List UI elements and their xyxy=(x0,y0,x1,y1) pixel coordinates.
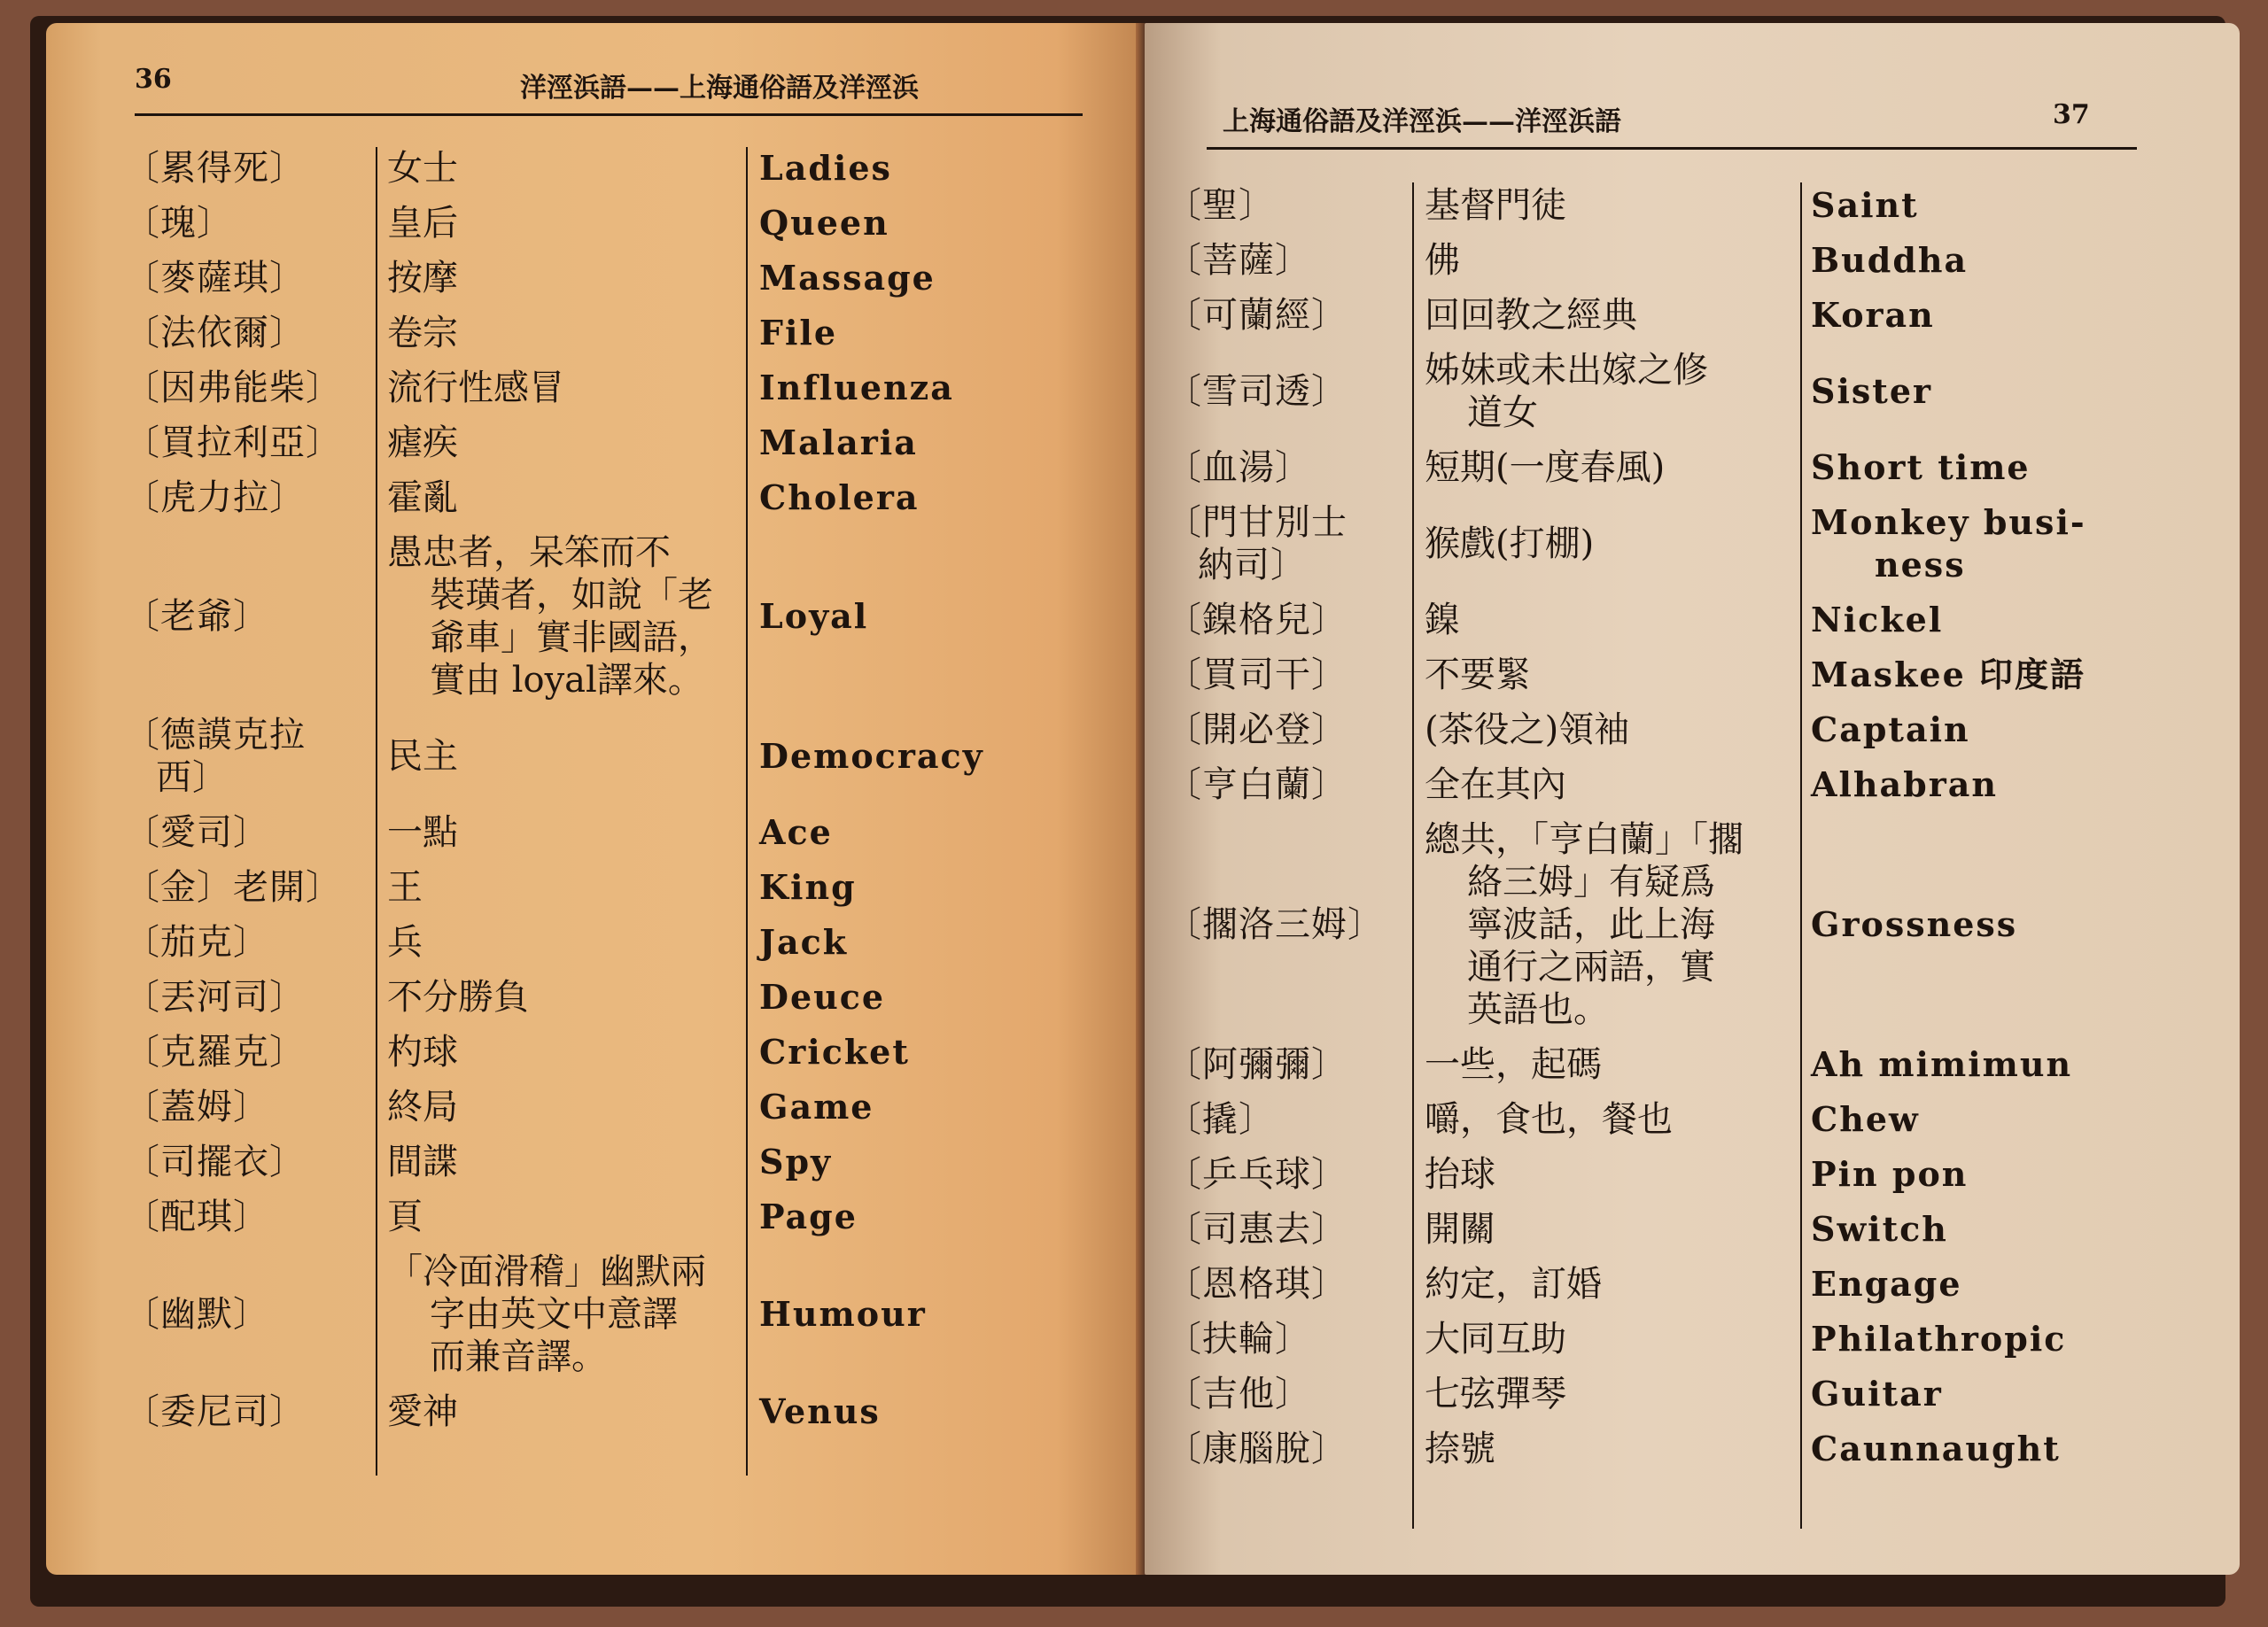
entry-english-line: Loyal xyxy=(759,596,869,636)
dictionary-entry xyxy=(46,1086,1109,1128)
entry-english-line: Humour xyxy=(759,1294,927,1334)
entry-meaning-line: (茶役之)領袖 xyxy=(1425,709,1630,750)
entry-meaning xyxy=(387,866,423,909)
entry-term-line: 〔血湯〕 xyxy=(1166,447,1311,488)
entry-term xyxy=(124,714,306,799)
entry-meaning-line: 全在其內 xyxy=(1425,764,1566,805)
entry-meaning-line: 終局 xyxy=(387,1087,458,1127)
entry-meaning xyxy=(1425,1428,1495,1470)
entry-term-line: 〔累得死〕 xyxy=(124,148,306,189)
entry-meaning xyxy=(387,735,458,778)
entry-term-line: 〔蓋姆〕 xyxy=(124,1087,269,1127)
dictionary-entry xyxy=(46,202,1109,244)
entry-english-line: Spy xyxy=(759,1142,833,1182)
entry-meaning xyxy=(387,257,458,299)
entry-meaning xyxy=(1425,239,1460,282)
dictionary-entry xyxy=(46,476,1109,519)
entry-term xyxy=(1166,370,1348,413)
entry-meaning-line: 流行性感冒 xyxy=(387,368,564,408)
entry-term xyxy=(1166,1043,1348,1086)
entry-term-line: 〔茄克〕 xyxy=(124,922,269,963)
entry-meaning xyxy=(1425,1043,1602,1086)
dictionary-entry xyxy=(1145,1098,2208,1141)
dictionary-entry xyxy=(1145,1263,2208,1305)
entry-meaning xyxy=(1425,1153,1495,1196)
entry-meaning-line: 七弦彈琴 xyxy=(1425,1374,1566,1414)
entry-meaning xyxy=(387,1251,706,1378)
entry-meaning-line: 愛神 xyxy=(387,1391,458,1432)
entry-term-line: 〔麥薩琪〕 xyxy=(124,258,306,298)
entry-term xyxy=(124,257,306,299)
dictionary-entry xyxy=(46,921,1109,964)
entry-english xyxy=(759,202,889,244)
entry-meaning-line: 寧波話，此上海 xyxy=(1467,904,1715,945)
entry-english xyxy=(1811,1208,1948,1251)
entry-meaning-line: 道女 xyxy=(1467,392,1538,433)
entry-meaning-line: 基督門徒 xyxy=(1425,185,1566,226)
entry-meaning-line: 短期(一度春風) xyxy=(1425,447,1666,488)
entry-english xyxy=(1811,1428,2061,1470)
entry-term xyxy=(1166,294,1348,337)
entry-meaning-line: 開關 xyxy=(1425,1209,1495,1250)
entry-term-line: 〔買拉利亞〕 xyxy=(124,422,342,463)
entry-english xyxy=(1811,1043,2072,1086)
entry-meaning xyxy=(387,312,458,354)
entry-english-line: Game xyxy=(759,1087,874,1127)
entry-meaning xyxy=(387,531,713,701)
dictionary-entry xyxy=(46,367,1109,409)
entry-meaning-line: 民主 xyxy=(387,736,458,777)
entry-term-line: 〔丟河司〕 xyxy=(124,977,306,1018)
entry-english-line: Captain xyxy=(1811,709,1970,749)
entry-term xyxy=(1166,1263,1348,1305)
dictionary-entry xyxy=(46,866,1109,909)
entry-english xyxy=(759,1086,874,1128)
entry-english xyxy=(759,476,919,519)
entry-english xyxy=(1811,446,2031,489)
entry-meaning-line: 通行之兩語，實 xyxy=(1467,947,1715,988)
entry-meaning xyxy=(1425,763,1566,806)
entry-term-line: 〔老爺〕 xyxy=(124,596,269,637)
entry-term-line: 〔愛司〕 xyxy=(124,812,269,853)
entry-meaning xyxy=(387,1196,423,1238)
entry-meaning-line: 佛 xyxy=(1425,240,1460,281)
entry-term-line: 納司〕 xyxy=(1198,545,1307,585)
dictionary-entry xyxy=(1145,1043,2208,1086)
entry-meaning xyxy=(387,147,458,190)
entry-meaning xyxy=(387,1086,458,1128)
entry-meaning xyxy=(1425,709,1629,751)
entry-english xyxy=(759,367,954,409)
dictionary-entry xyxy=(46,811,1109,854)
entry-english-line: Sister xyxy=(1811,371,1933,411)
entry-term-line: 〔德謨克拉 xyxy=(124,715,306,755)
entry-meaning xyxy=(387,976,529,1019)
entry-term-line: 〔幽默〕 xyxy=(124,1294,269,1335)
entry-meaning-line: 回回教之經典 xyxy=(1425,295,1637,336)
header-rule-right xyxy=(1207,147,2137,150)
entry-meaning xyxy=(1425,654,1531,696)
entry-english-line: Koran xyxy=(1811,295,1935,335)
entry-meaning-line: 一些，起碼 xyxy=(1425,1044,1602,1085)
entry-term xyxy=(124,1086,269,1128)
entry-term xyxy=(1166,446,1311,489)
entry-english-line: Switch xyxy=(1811,1209,1948,1249)
entry-english xyxy=(1811,501,2086,586)
entry-meaning-line: 卷宗 xyxy=(387,313,458,353)
entry-meaning-line: 兵 xyxy=(387,922,423,963)
entry-meaning xyxy=(1425,1318,1566,1360)
dictionary-entry xyxy=(1145,349,2208,434)
entry-meaning-line: 按摩 xyxy=(387,258,458,298)
entry-english xyxy=(759,921,848,964)
entry-english xyxy=(759,811,833,854)
entry-term xyxy=(1166,1098,1275,1141)
entry-meaning-line: 皇后 xyxy=(387,203,458,244)
entry-meaning-line: 一點 xyxy=(387,812,458,853)
entry-english-line: Cricket xyxy=(759,1032,910,1072)
entry-meaning-line: 裝璜者，如說「老 xyxy=(430,575,713,616)
dictionary-entry xyxy=(46,422,1109,464)
dictionary-entry xyxy=(1145,818,2208,1031)
entry-english-line: Democracy xyxy=(759,736,984,776)
entry-term-line: 〔開必登〕 xyxy=(1166,709,1348,750)
entry-english-line: Chew xyxy=(1811,1099,1920,1139)
entry-english xyxy=(759,147,892,190)
entry-english-line: File xyxy=(759,313,838,353)
entry-meaning-line: 女士 xyxy=(387,148,458,189)
dictionary-entry xyxy=(1145,1208,2208,1251)
entry-meaning xyxy=(1425,818,1744,1031)
entry-term xyxy=(124,312,306,354)
entry-english-line: Pin pon xyxy=(1811,1154,1969,1194)
entry-english xyxy=(759,1196,858,1238)
entry-term xyxy=(124,1141,306,1183)
entry-english xyxy=(759,1141,832,1183)
entry-meaning xyxy=(1425,523,1594,565)
entry-english-line: Cholera xyxy=(759,477,920,517)
entry-term xyxy=(124,1293,269,1336)
entry-english xyxy=(759,422,918,464)
entry-meaning-line: 爺車」實非國語， xyxy=(430,617,713,658)
entry-term-line: 〔聖〕 xyxy=(1166,185,1275,226)
dictionary-entry xyxy=(1145,501,2208,586)
entry-english xyxy=(759,595,868,638)
entry-term-line: 〔因弗能柴〕 xyxy=(124,368,342,408)
entry-term-line: 〔雪司透〕 xyxy=(1166,371,1348,412)
entry-meaning xyxy=(1425,446,1665,489)
entry-english-line: Saint xyxy=(1811,185,1919,225)
entry-meaning-line: 猴戲(打棚) xyxy=(1425,523,1595,564)
entry-term-line: 〔委尼司〕 xyxy=(124,1391,306,1432)
entry-english-line: Philathropic xyxy=(1811,1319,2067,1359)
entry-english-line: Alhabran xyxy=(1811,764,1999,804)
entry-meaning xyxy=(1425,1373,1566,1415)
entry-english-line: Maskee 印度語 xyxy=(1811,655,2085,694)
entry-term-line: 〔吉他〕 xyxy=(1166,1374,1311,1414)
entry-term xyxy=(124,595,269,638)
entry-meaning-line: 頁 xyxy=(387,1197,423,1237)
entry-english-line: Queen xyxy=(759,203,889,243)
entry-meaning xyxy=(387,1031,458,1073)
entry-term-line: 〔克羅克〕 xyxy=(124,1032,306,1073)
entry-meaning xyxy=(387,476,458,519)
entry-term xyxy=(124,1196,269,1238)
entry-english-line: Grossness xyxy=(1811,904,2018,944)
entry-english xyxy=(1811,654,2085,696)
dictionary-entry xyxy=(46,312,1109,354)
header-rule-left xyxy=(135,113,1083,116)
dictionary-entry xyxy=(1145,654,2208,696)
entry-english-line: Short time xyxy=(1811,447,2031,487)
entry-english-line: Engage xyxy=(1811,1264,1962,1304)
entry-english xyxy=(1811,1263,1962,1305)
entry-term-line: 〔買司干〕 xyxy=(1166,655,1348,695)
entry-term xyxy=(1166,1428,1348,1470)
entry-meaning-line: 間諜 xyxy=(387,1142,458,1182)
entry-term-line: 〔菩薩〕 xyxy=(1166,240,1311,281)
entry-term-line: 〔阿彌彌〕 xyxy=(1166,1044,1348,1085)
entry-meaning xyxy=(1425,599,1460,641)
entry-term-line: 〔康腦脫〕 xyxy=(1166,1429,1348,1469)
entry-term xyxy=(1166,501,1348,586)
dictionary-entry xyxy=(1145,239,2208,282)
page-number-right: 37 xyxy=(2053,99,2090,130)
entry-meaning xyxy=(387,1141,458,1183)
entry-english-line: Deuce xyxy=(759,977,886,1017)
entry-english xyxy=(1811,184,1919,227)
entry-english-line: Nickel xyxy=(1811,600,1944,639)
entry-meaning xyxy=(1425,1263,1602,1305)
entry-term-line: 〔配琪〕 xyxy=(124,1197,269,1237)
entry-english xyxy=(759,257,936,299)
entry-term xyxy=(1166,763,1348,806)
entry-meaning xyxy=(387,202,458,244)
entry-term-line: 〔法依爾〕 xyxy=(124,313,306,353)
entry-english xyxy=(1811,294,1935,337)
entry-meaning-line: 杓球 xyxy=(387,1032,458,1073)
entry-term xyxy=(1166,184,1275,227)
dictionary-entry xyxy=(46,147,1109,190)
entry-meaning-line: 絡三姆」有疑爲 xyxy=(1467,862,1715,903)
entry-meaning-line: 不分勝負 xyxy=(387,977,529,1018)
entry-meaning-line: 姊妹或未出嫁之修 xyxy=(1425,350,1708,391)
entry-english-line: Venus xyxy=(759,1391,881,1431)
dictionary-entry xyxy=(46,1141,1109,1183)
entry-term xyxy=(1166,1153,1348,1196)
entry-meaning-line: 字由英文中意譯 xyxy=(430,1294,678,1335)
entry-meaning xyxy=(387,422,458,464)
entry-meaning xyxy=(1425,184,1566,227)
entry-term-line: 〔司擺衣〕 xyxy=(124,1142,306,1182)
dictionary-entry xyxy=(46,976,1109,1019)
entry-english xyxy=(1811,1098,1920,1141)
dictionary-entry xyxy=(1145,184,2208,227)
entry-english xyxy=(1811,763,1998,806)
entry-english-line: Monkey busi- xyxy=(1811,502,2086,542)
entry-term-line: 〔瑰〕 xyxy=(124,203,233,244)
entry-term-line: 〔金〕老開〕 xyxy=(124,867,342,908)
entry-meaning xyxy=(1425,1098,1673,1141)
entry-term-line: 〔司惠去〕 xyxy=(1166,1209,1348,1250)
entry-meaning-line: 「冷面滑稽」幽默兩 xyxy=(387,1251,706,1292)
entry-english-line: King xyxy=(759,867,857,907)
entry-english xyxy=(1811,1153,1968,1196)
entry-english xyxy=(1811,1373,1943,1415)
dictionary-entry xyxy=(46,1391,1109,1433)
entry-meaning xyxy=(387,921,423,964)
entry-meaning-line: 嚼，食也，餐也 xyxy=(1425,1099,1673,1140)
entry-term-line: 〔虎力拉〕 xyxy=(124,477,306,518)
dictionary-entry xyxy=(1145,599,2208,641)
entry-english-line: Jack xyxy=(759,922,849,962)
entry-english xyxy=(759,866,857,909)
entry-meaning-line: 霍亂 xyxy=(387,477,458,518)
entry-term xyxy=(124,866,342,909)
dictionary-entry xyxy=(1145,1373,2208,1415)
entry-english-line: Buddha xyxy=(1811,240,1969,280)
entry-meaning-line: 英語也。 xyxy=(1467,989,1609,1030)
entry-meaning-line: 實由 loyal譯來。 xyxy=(430,660,703,701)
entry-term xyxy=(1166,1318,1311,1360)
entry-term xyxy=(1166,709,1348,751)
entry-english-line: Ladies xyxy=(759,148,892,188)
entry-english xyxy=(1811,370,1932,413)
entry-term-line: 〔鎳格兒〕 xyxy=(1166,600,1348,640)
entry-english-line: Ah mimimun xyxy=(1811,1044,2073,1084)
dictionary-entry xyxy=(1145,1318,2208,1360)
entry-english xyxy=(759,1031,910,1073)
dictionary-entry xyxy=(1145,1153,2208,1196)
entry-term xyxy=(1166,1373,1311,1415)
entry-term xyxy=(124,1391,306,1433)
entry-term xyxy=(124,422,342,464)
right-page xyxy=(1145,23,2240,1575)
entry-meaning xyxy=(1425,349,1708,434)
entry-term xyxy=(1166,239,1311,282)
entry-meaning xyxy=(387,367,564,409)
entry-english xyxy=(759,976,885,1019)
entry-term-line: 〔門甘別士 xyxy=(1166,502,1348,543)
entry-term-line: 〔撬〕 xyxy=(1166,1099,1275,1140)
entry-english-line: Malaria xyxy=(759,422,918,462)
entry-meaning-line: 鎳 xyxy=(1425,600,1460,640)
entry-term-line: 〔恩格琪〕 xyxy=(1166,1264,1348,1305)
entry-term-line: 〔擱洛三姆〕 xyxy=(1166,904,1384,945)
entry-term-line: 〔扶輪〕 xyxy=(1166,1319,1311,1360)
entry-meaning-line: 抬球 xyxy=(1425,1154,1495,1195)
entry-term-line: 西〕 xyxy=(156,757,229,798)
entry-meaning-line: 捺號 xyxy=(1425,1429,1495,1469)
entry-term-line: 〔可蘭經〕 xyxy=(1166,295,1348,336)
dictionary-entry xyxy=(46,1251,1109,1378)
entry-english-line: Page xyxy=(759,1197,858,1236)
entry-english-line: Massage xyxy=(759,258,936,298)
entry-term xyxy=(1166,654,1348,696)
entry-english-line: Guitar xyxy=(1811,1374,1943,1414)
entry-english-line: ness xyxy=(1875,545,1966,585)
page-number-left: 36 xyxy=(135,64,172,95)
entry-english xyxy=(1811,903,2017,946)
dictionary-entry xyxy=(46,1196,1109,1238)
entry-term xyxy=(124,811,269,854)
entry-english-line: Ace xyxy=(759,812,833,852)
running-head-right: 上海通俗語及洋涇浜——洋涇浜語 xyxy=(1223,106,1621,137)
dictionary-entry xyxy=(46,257,1109,299)
entry-meaning xyxy=(387,811,458,854)
entry-meaning-line: 而兼音譯。 xyxy=(430,1336,607,1377)
entry-term xyxy=(1166,1208,1348,1251)
entry-term xyxy=(124,476,306,519)
entry-term xyxy=(124,202,233,244)
dictionary-entry xyxy=(46,714,1109,799)
entry-term xyxy=(124,976,306,1019)
entry-english xyxy=(1811,599,1943,641)
dictionary-entry xyxy=(1145,709,2208,751)
dictionary-entry xyxy=(46,531,1109,701)
running-head-left: 洋涇浜語——上海通俗語及洋涇浜 xyxy=(520,73,919,104)
entry-english xyxy=(759,735,984,778)
entry-english xyxy=(759,312,837,354)
entry-english-line: Influenza xyxy=(759,368,954,407)
entry-english-line: Caunnaught xyxy=(1811,1429,2061,1468)
dictionary-entry xyxy=(1145,294,2208,337)
entry-english xyxy=(1811,709,1970,751)
dictionary-entry xyxy=(46,1031,1109,1073)
entry-term xyxy=(1166,599,1348,641)
entry-meaning-line: 總共，「亨白蘭」「擱 xyxy=(1425,819,1744,860)
entry-meaning xyxy=(387,1391,458,1433)
entry-meaning-line: 大同互助 xyxy=(1425,1319,1566,1360)
entry-meaning-line: 王 xyxy=(387,867,423,908)
entry-term xyxy=(1166,903,1384,946)
entry-term-line: 〔乒乓球〕 xyxy=(1166,1154,1348,1195)
entry-meaning-line: 愚忠者，呆笨而不 xyxy=(387,532,671,573)
entry-english xyxy=(1811,1318,2066,1360)
entry-meaning-line: 瘧疾 xyxy=(387,422,458,463)
dictionary-entry xyxy=(1145,446,2208,489)
entry-meaning xyxy=(1425,1208,1495,1251)
entry-term xyxy=(124,921,269,964)
entry-english xyxy=(759,1293,927,1336)
dictionary-entry xyxy=(1145,763,2208,806)
entry-meaning xyxy=(1425,294,1637,337)
entry-term xyxy=(124,367,342,409)
entry-meaning-line: 不要緊 xyxy=(1425,655,1531,695)
left-page xyxy=(46,23,1145,1575)
entry-english xyxy=(759,1391,881,1433)
entry-english xyxy=(1811,239,1968,282)
entry-term xyxy=(124,1031,306,1073)
dictionary-entry xyxy=(1145,1428,2208,1470)
entry-term-line: 〔亨白蘭〕 xyxy=(1166,764,1348,805)
entry-meaning-line: 約定，訂婚 xyxy=(1425,1264,1602,1305)
entry-term xyxy=(124,147,306,190)
